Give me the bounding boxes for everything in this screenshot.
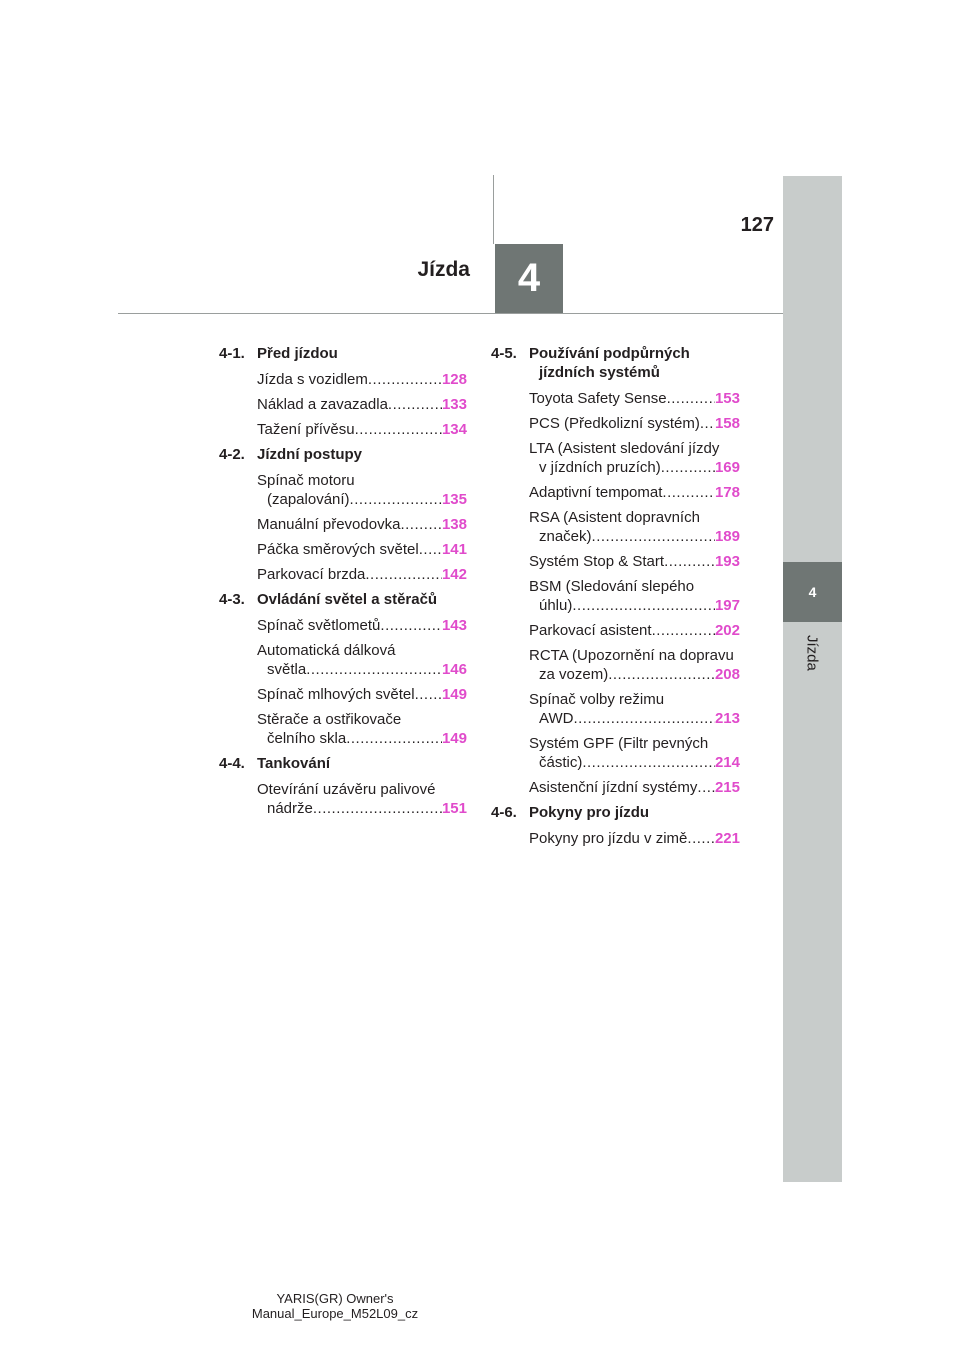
toc-entry-line (529, 439, 740, 458)
toc-entry-label: Toyota Safety Sense (529, 390, 667, 407)
toc-page-link[interactable]: 208 (714, 666, 740, 683)
toc-entry-line (257, 565, 467, 584)
toc-entry-line (529, 621, 740, 640)
toc-entry[interactable] (529, 829, 740, 848)
toc-entry-label: PCS (Předkolizní systém) (529, 415, 700, 432)
toc-page-link[interactable]: 215 (714, 779, 740, 796)
toc-page-link[interactable]: 202 (714, 622, 740, 639)
section-heading (219, 590, 467, 609)
toc-entry-line (529, 458, 740, 477)
section-title-line: Ovládání světel a stěračů (257, 591, 438, 608)
toc-entry[interactable] (529, 621, 740, 640)
toc-page-link[interactable]: 142 (441, 566, 467, 583)
toc-entry[interactable] (529, 552, 740, 571)
footer-manual-id: YARIS(GR) Owner's Manual_Europe_M52L09_cz (251, 1291, 419, 1321)
toc-entry-line (529, 389, 740, 408)
section-title-line: Před jízdou (257, 345, 338, 362)
toc-entry[interactable] (257, 540, 467, 559)
toc-entry-line (257, 490, 467, 509)
toc-page-link[interactable]: 197 (714, 597, 740, 614)
section-number: 4-3. (219, 591, 245, 608)
toc-entry[interactable] (529, 414, 740, 433)
toc-entry-label: LTA (Asistent sledování jízdy (529, 440, 720, 457)
toc-page-link[interactable]: 189 (714, 528, 740, 545)
toc-entry-label: za vozem) (539, 666, 609, 683)
toc-page-link[interactable]: 178 (714, 484, 740, 501)
section-title (257, 445, 362, 464)
toc-entry[interactable] (257, 685, 467, 704)
toc-entry-label: Spínač mlhových světel (257, 686, 415, 703)
section-number: 4-4. (219, 755, 245, 772)
toc-entry-label: Tažení přívěsu (257, 421, 355, 438)
toc-entry-line (529, 596, 740, 615)
toc-entry-line (529, 690, 740, 709)
section-title-line: Tankování (257, 755, 331, 772)
section-heading (219, 754, 467, 773)
toc-entry-label: úhlu) (539, 597, 573, 614)
toc-leader-dots (368, 370, 442, 389)
toc-entry-label: AWD (539, 710, 574, 727)
toc-entry[interactable] (529, 734, 740, 772)
section-number: 4-6. (491, 804, 517, 821)
toc-entry[interactable] (529, 690, 740, 728)
toc-page-link[interactable]: 135 (441, 491, 467, 508)
toc-page-link[interactable]: 149 (441, 686, 467, 703)
toc-entry-label: Systém Stop & Start (529, 553, 665, 570)
toc-entry-label: Parkovací brzda (257, 566, 366, 583)
toc-leader-dots (415, 685, 442, 704)
toc-entry-label: Spínač motoru (257, 472, 355, 489)
toc-leader-dots (582, 753, 715, 772)
header-horizontal-rule (118, 313, 783, 314)
toc-entry[interactable] (529, 646, 740, 684)
toc-entry-label: Stěrače a ostřikovače (257, 711, 402, 728)
toc-entry[interactable] (257, 710, 467, 748)
toc-entry-label: Pokyny pro jízdu v zimě (529, 830, 688, 847)
toc-page-link[interactable]: 158 (714, 415, 740, 432)
toc-entry-line (529, 778, 740, 797)
toc-entry[interactable] (529, 439, 740, 477)
toc-entry[interactable] (257, 471, 467, 509)
toc-entry[interactable] (529, 508, 740, 546)
toc-entry-line (257, 471, 467, 490)
toc-entry-label: Náklad a zavazadla (257, 396, 388, 413)
toc-leader-dots (388, 395, 442, 414)
toc-entry-line (257, 395, 467, 414)
toc-page-link[interactable]: 128 (441, 371, 467, 388)
toc-entry[interactable] (257, 780, 467, 818)
section-title (529, 803, 649, 822)
toc-page-link[interactable]: 149 (441, 730, 467, 747)
toc-entry-label: v jízdních pruzích) (539, 459, 661, 476)
chapter-title: Jízda (417, 258, 470, 281)
toc-entry-label: (zapalování) (267, 491, 350, 508)
section-title (529, 344, 690, 382)
section-number: 4-5. (491, 345, 517, 362)
toc-right-column (491, 344, 740, 854)
side-tab-strip (783, 176, 842, 1182)
toc-entry-line (257, 729, 467, 748)
section-number: 4-1. (219, 345, 245, 362)
toc-entry-line (257, 685, 467, 704)
toc-entry-line (529, 508, 740, 527)
toc-leader-dots (662, 483, 715, 502)
toc-entry-line (257, 515, 467, 534)
section-title-line: Používání podpůrných (529, 345, 690, 362)
toc-entry-line (257, 420, 467, 439)
toc-leader-dots (592, 527, 715, 546)
toc-leader-dots (350, 490, 442, 509)
toc-entry-label: Adaptivní tempomat (529, 484, 663, 501)
toc-entry-label: světla (267, 661, 307, 678)
toc-entry-line (257, 780, 467, 799)
toc-entry-line (257, 616, 467, 635)
section-heading (219, 445, 467, 464)
toc-entry-line (529, 753, 740, 772)
toc-leader-dots (365, 565, 442, 584)
toc-leader-dots (700, 414, 715, 433)
toc-page-link[interactable]: 213 (714, 710, 740, 727)
toc-page-link[interactable]: 141 (441, 541, 467, 558)
toc-entry-line (257, 799, 467, 818)
section-title (257, 344, 338, 363)
toc-page-link[interactable]: 169 (714, 459, 740, 476)
toc-page-link[interactable]: 193 (714, 553, 740, 570)
toc-entry-line (529, 483, 740, 502)
toc-page-link[interactable]: 153 (714, 390, 740, 407)
toc-leader-dots (572, 596, 715, 615)
toc-leader-dots (380, 616, 442, 635)
section-heading (491, 803, 740, 822)
section-number: 4-2. (219, 446, 245, 463)
toc-entry[interactable] (529, 778, 740, 797)
toc-entry[interactable] (257, 420, 467, 439)
section-title (257, 590, 437, 609)
toc-entry-label: Asistenční jízdní systémy (529, 779, 698, 796)
toc-entry-line (529, 709, 740, 728)
section-title-line: Pokyny pro jízdu (529, 804, 650, 821)
toc-entry-label: čelního skla (267, 730, 347, 747)
toc-leader-dots (661, 458, 715, 477)
toc-leader-dots (419, 540, 442, 559)
toc-entry-line (529, 527, 740, 546)
section-title-line: Jízdní postupy (257, 446, 362, 463)
header-vertical-rule (493, 175, 494, 244)
toc-entry-label: RCTA (Upozornění na dopravu (529, 647, 734, 664)
toc-entry-line (257, 710, 467, 729)
toc-entry-label: značek) (539, 528, 592, 545)
toc-entry[interactable] (257, 616, 467, 635)
toc-entry[interactable] (257, 370, 467, 389)
toc-leader-dots (687, 829, 715, 848)
toc-leader-dots (400, 515, 442, 534)
toc-entry-line (529, 646, 740, 665)
toc-entry-label: částic) (539, 754, 583, 771)
toc-entry-line (529, 552, 740, 571)
toc-page-link[interactable]: 146 (441, 661, 467, 678)
toc-entry-line (529, 829, 740, 848)
toc-leader-dots (313, 799, 442, 818)
toc-entry[interactable] (529, 483, 740, 502)
toc-entry-line (257, 660, 467, 679)
toc-entry[interactable] (257, 641, 467, 679)
toc-entry-label: Automatická dálková (257, 642, 396, 659)
section-heading (491, 344, 740, 382)
toc-page-link[interactable]: 221 (714, 830, 740, 847)
toc-page-link[interactable]: 151 (441, 800, 467, 817)
toc-entry-line (257, 370, 467, 389)
toc-leader-dots (573, 709, 715, 728)
toc-leader-dots (664, 552, 715, 571)
chapter-number-box: 4 (495, 244, 563, 313)
toc-entry-label: BSM (Sledování slepého (529, 578, 695, 595)
side-tab-chapter-title: Jízda (803, 635, 821, 671)
toc-leader-dots (346, 729, 442, 748)
toc-entry-label: Otevírání uzávěru palivové (257, 781, 436, 798)
toc-entry-line (529, 734, 740, 753)
toc-page-link[interactable]: 143 (441, 617, 467, 634)
toc-leader-dots (306, 660, 442, 679)
toc-page-link[interactable]: 134 (441, 421, 467, 438)
toc-left-column (219, 344, 467, 824)
section-heading (219, 344, 467, 363)
toc-page-link[interactable]: 214 (714, 754, 740, 771)
toc-page-link[interactable]: 138 (441, 516, 467, 533)
toc-page-link[interactable]: 133 (441, 396, 467, 413)
toc-entry[interactable] (257, 395, 467, 414)
toc-entry-label: Parkovací asistent (529, 622, 652, 639)
toc-leader-dots (697, 778, 715, 797)
toc-entry[interactable] (257, 515, 467, 534)
toc-leader-dots (608, 665, 715, 684)
toc-leader-dots (355, 420, 442, 439)
toc-entry-label: Systém GPF (Filtr pevných (529, 735, 709, 752)
toc-entry[interactable] (529, 389, 740, 408)
toc-entry-label: RSA (Asistent dopravních (529, 509, 700, 526)
toc-entry-label: Spínač volby režimu (529, 691, 665, 708)
section-title-line: jízdních systémů (539, 364, 660, 381)
side-tab-chapter-number[interactable]: 4 (783, 562, 842, 622)
toc-entry-line (529, 414, 740, 433)
toc-entry-line (257, 641, 467, 660)
page-number: 127 (740, 214, 774, 236)
toc-leader-dots (652, 621, 715, 640)
toc-entry-label: Páčka směrových světel (257, 541, 419, 558)
toc-entry-line (529, 665, 740, 684)
toc-entry-label: nádrže (267, 800, 313, 817)
toc-entry-line (529, 577, 740, 596)
toc-entry-label: Manuální převodovka (257, 516, 401, 533)
toc-entry-label: Jízda s vozidlem (257, 371, 368, 388)
toc-entry[interactable] (257, 565, 467, 584)
toc-entry-line (257, 540, 467, 559)
section-title (257, 754, 330, 773)
toc-entry[interactable] (529, 577, 740, 615)
toc-entry-label: Spínač světlometů (257, 617, 381, 634)
toc-leader-dots (667, 389, 715, 408)
